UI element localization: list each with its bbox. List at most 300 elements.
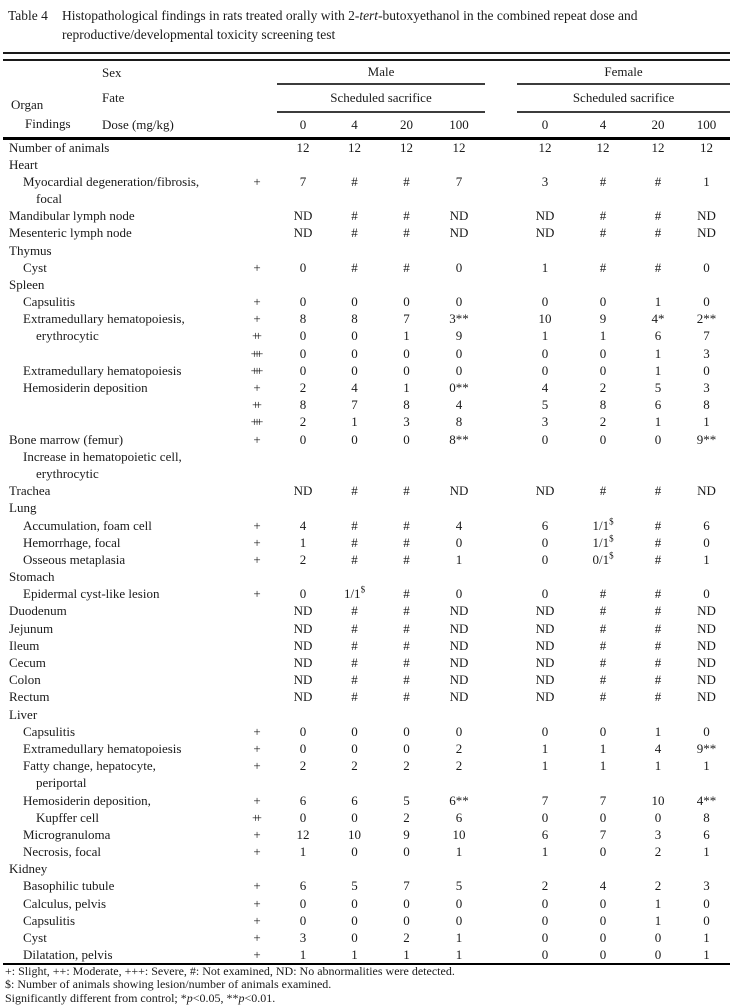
value-cell: # <box>351 173 358 189</box>
value-cell: 7 <box>599 826 607 842</box>
value-cell: 0 <box>599 895 607 911</box>
grade-cell <box>237 706 277 723</box>
value-cell: 1 <box>299 844 307 860</box>
value-cell: # <box>599 208 607 224</box>
value-cell: # <box>403 225 410 241</box>
column-gap <box>485 809 517 826</box>
value-cell: # <box>351 259 358 275</box>
value-cell: 12 <box>596 140 610 155</box>
value-cell: 1 <box>703 414 710 430</box>
value-cell: 0 <box>403 723 410 739</box>
value-cell <box>573 569 633 586</box>
value-cell: 8 <box>599 397 607 413</box>
value-cell <box>683 156 730 173</box>
value-cell: ND <box>697 672 716 688</box>
value-cell: 1 <box>299 534 307 550</box>
value-cell <box>433 276 485 293</box>
finding-label: Basophilic tubule <box>23 878 115 894</box>
finding-label: Heart <box>9 156 38 172</box>
value-cell <box>380 190 433 207</box>
value-cell <box>633 276 683 293</box>
value-cell <box>433 448 485 465</box>
value-cell: 0 <box>403 844 410 860</box>
value-cell <box>517 775 573 792</box>
value-cell <box>433 190 485 207</box>
table-row <box>3 603 730 620</box>
value-cell <box>329 706 380 723</box>
value-cell: 8** <box>449 431 469 447</box>
value-cell: 7 <box>351 397 358 413</box>
value-cell: 2 <box>403 758 410 774</box>
grade-cell: ++ <box>252 328 258 344</box>
grade-cell <box>237 569 277 586</box>
value-cell: 7 <box>299 173 307 189</box>
value-cell: 1 <box>541 328 549 344</box>
value-cell: 0 <box>599 294 607 310</box>
value-cell: 0 <box>351 912 358 928</box>
value-cell: 2 <box>599 380 607 396</box>
value-cell: 0 <box>654 946 662 962</box>
value-cell: 1/1$ <box>592 533 614 550</box>
value-cell: 1 <box>541 740 549 756</box>
value-cell: ND <box>697 483 716 499</box>
value-cell: 6 <box>541 826 549 842</box>
value-cell: 0 <box>403 895 410 911</box>
value-cell <box>573 465 633 482</box>
value-cell: 0 <box>599 912 607 928</box>
value-cell: # <box>403 534 410 550</box>
value-cell: 0 <box>455 259 463 275</box>
value-cell: ND <box>449 672 469 688</box>
column-gap <box>485 517 517 534</box>
table-row <box>3 534 730 551</box>
value-cell: 0 <box>299 586 307 602</box>
value-cell: 8 <box>703 809 710 825</box>
histopathology-table <box>3 52 730 965</box>
value-cell: 8 <box>299 397 307 413</box>
finding-label: Microgranuloma <box>23 826 111 842</box>
value-cell: 0 <box>455 912 463 928</box>
value-cell: 0 <box>703 895 710 911</box>
value-cell: # <box>403 586 410 602</box>
value-cell: 0 <box>299 740 307 756</box>
finding-label: Liver <box>9 706 38 722</box>
column-gap <box>485 775 517 792</box>
value-cell <box>329 156 380 173</box>
value-cell: 0 <box>599 723 607 739</box>
column-gap <box>485 61 517 84</box>
value-cell: 0 <box>541 551 549 567</box>
value-cell: 0 <box>299 259 307 275</box>
female-dose-100: 100 <box>683 112 730 139</box>
value-cell: 2 <box>654 844 662 860</box>
column-gap <box>485 534 517 551</box>
value-cell <box>633 706 683 723</box>
finding-label: Cyst <box>23 259 47 275</box>
value-cell: # <box>351 655 358 671</box>
grade-cell: + <box>253 551 261 567</box>
value-cell: 0 <box>599 431 607 447</box>
grade-cell: + <box>253 311 261 327</box>
value-cell: 0 <box>703 294 710 310</box>
table-row <box>3 947 730 964</box>
value-cell: 12 <box>538 140 552 155</box>
value-cell: 2 <box>299 551 307 567</box>
male-dose-100: 100 <box>433 112 485 139</box>
value-cell <box>433 500 485 517</box>
value-cell: 10 <box>348 826 361 842</box>
value-cell: 5 <box>351 878 358 894</box>
value-cell <box>433 861 485 878</box>
finding-label: Capsulitis <box>23 294 76 310</box>
value-cell: 0 <box>599 362 607 378</box>
table-row <box>3 345 730 362</box>
finding-label: Rectum <box>9 689 50 705</box>
value-cell: 0 <box>299 912 307 928</box>
column-gap <box>485 861 517 878</box>
value-cell: # <box>599 672 607 688</box>
grade-cell: + <box>253 792 261 808</box>
footnote-dollar: $: Number of animals showing lesion/number of animals examined. <box>5 977 332 992</box>
value-cell <box>517 706 573 723</box>
value-cell: ND <box>293 637 313 653</box>
value-cell: 0 <box>299 362 307 378</box>
column-gap <box>485 311 517 328</box>
value-cell: 6 <box>703 826 710 842</box>
value-cell <box>433 242 485 259</box>
value-cell: # <box>351 603 358 619</box>
value-cell: ND <box>697 225 716 241</box>
finding-label: Hemorrhage, focal <box>23 534 121 550</box>
value-cell: 0 <box>654 431 662 447</box>
value-cell: 5 <box>403 792 410 808</box>
column-gap <box>485 637 517 654</box>
value-cell: 3 <box>299 930 307 946</box>
finding-label <box>3 345 237 362</box>
table-row <box>3 861 730 878</box>
value-cell: # <box>403 208 410 224</box>
value-cell: 0 <box>599 809 607 825</box>
table-row <box>3 500 730 517</box>
table-row <box>3 431 730 448</box>
column-gap <box>485 551 517 568</box>
value-cell: # <box>403 689 410 705</box>
finding-label: Jejunum <box>9 620 54 636</box>
table-row <box>3 792 730 809</box>
column-gap <box>485 654 517 671</box>
value-cell: 8 <box>403 397 410 413</box>
table-number: Table 4 <box>8 8 48 23</box>
value-cell: ND <box>535 689 555 705</box>
value-cell: ND <box>449 620 469 636</box>
table-row <box>3 276 730 293</box>
value-cell: 7 <box>703 328 710 344</box>
finding-label: Hemosiderin deposition, <box>23 792 151 808</box>
value-cell: 0 <box>351 362 358 378</box>
column-gap <box>485 569 517 586</box>
value-cell: 0 <box>299 723 307 739</box>
value-cell: 4 <box>455 517 463 533</box>
value-cell: ND <box>697 603 716 619</box>
value-cell: 0 <box>455 895 463 911</box>
value-cell <box>517 500 573 517</box>
value-cell <box>517 448 573 465</box>
value-cell: 1 <box>541 758 549 774</box>
grade-cell: + <box>253 431 261 447</box>
table-row <box>3 173 730 190</box>
table-row <box>3 689 730 706</box>
value-cell: ND <box>535 672 555 688</box>
table-row <box>3 448 730 465</box>
value-cell: # <box>351 534 358 550</box>
grade-cell: + <box>253 740 261 756</box>
grade-cell <box>237 672 277 689</box>
value-cell <box>683 190 730 207</box>
value-cell: 0 <box>403 345 410 361</box>
value-cell <box>573 448 633 465</box>
grade-cell: +++ <box>250 345 259 361</box>
finding-label: Capsulitis <box>23 723 76 739</box>
value-cell: # <box>654 603 662 619</box>
value-cell: ND <box>293 689 313 705</box>
dose-row-label: Dose (mg/kg) <box>102 116 174 132</box>
value-cell <box>683 775 730 792</box>
value-cell: ND <box>697 208 716 224</box>
value-cell: 1 <box>654 912 662 928</box>
value-cell: 5 <box>455 878 463 894</box>
value-cell: ND <box>697 655 716 671</box>
value-cell: 2 <box>455 740 463 756</box>
footnote-grades: +: Slight, ++: Moderate, +++: Severe, #: Not examined, ND: No abnormalities were detected. <box>5 964 455 978</box>
column-gap <box>485 758 517 775</box>
value-cell <box>277 500 329 517</box>
value-cell: # <box>654 225 662 241</box>
finding-label: Duodenum <box>9 603 67 619</box>
male-dose-20: 20 <box>380 112 433 139</box>
column-gap <box>485 912 517 929</box>
value-cell: # <box>403 551 410 567</box>
value-cell: 1 <box>703 758 710 774</box>
value-cell: 2 <box>541 878 549 894</box>
value-cell: ND <box>535 603 555 619</box>
value-cell: 0 <box>455 345 463 361</box>
grade-cell: +++ <box>250 362 259 378</box>
value-cell: 1 <box>703 946 710 962</box>
value-cell: 4** <box>696 792 717 808</box>
value-cell: 0 <box>455 586 463 602</box>
value-cell: # <box>654 259 662 275</box>
value-cell: 1 <box>654 414 662 430</box>
value-cell: ND <box>535 637 555 653</box>
column-gap <box>485 929 517 946</box>
value-cell: # <box>351 620 358 636</box>
value-cell: 0 <box>654 809 662 825</box>
value-cell <box>277 775 329 792</box>
grade-cell: + <box>253 930 261 946</box>
value-cell: ND <box>293 620 313 636</box>
value-cell: 1 <box>654 345 662 361</box>
value-cell: 4* <box>651 311 665 327</box>
grade-cell: + <box>253 826 261 842</box>
finding-label: Spleen <box>9 276 45 292</box>
grade-cell <box>237 620 277 637</box>
value-cell: 2 <box>599 414 607 430</box>
value-cell: ND <box>449 483 469 499</box>
table-header <box>3 61 730 139</box>
value-cell: # <box>599 655 607 671</box>
finding-label: erythrocytic <box>36 465 99 481</box>
footnote-significance: Significantly different from control; *p<0.05, **p<0.01. <box>5 990 276 1005</box>
value-cell: # <box>351 637 358 653</box>
data-table <box>3 61 730 965</box>
table-row <box>3 723 730 740</box>
finding-label: Increase in hematopoietic cell, <box>23 448 182 464</box>
column-gap <box>485 208 517 225</box>
column-gap <box>485 465 517 482</box>
footnotes <box>5 965 725 1005</box>
finding-label: Cecum <box>9 655 46 671</box>
value-cell: 2 <box>654 878 662 894</box>
table-caption: Histopathological findings in rats treated orally with 2-tert-butoxyethanol in the combined repeat dose and reproductive/developmental toxicity screening test <box>62 8 638 42</box>
value-cell: 1 <box>541 844 549 860</box>
value-cell: 0 <box>351 328 358 344</box>
grade-cell <box>237 500 277 517</box>
value-cell: 0 <box>541 912 549 928</box>
value-cell: 9** <box>696 431 717 447</box>
value-cell: # <box>654 208 662 224</box>
grade-cell <box>237 654 277 671</box>
value-cell: 1 <box>541 259 549 275</box>
value-cell <box>633 861 683 878</box>
value-cell: 2** <box>696 311 717 327</box>
grade-cell: +++ <box>250 414 259 430</box>
value-cell <box>573 156 633 173</box>
grade-cell: + <box>253 173 261 189</box>
value-cell <box>517 156 573 173</box>
value-cell <box>329 190 380 207</box>
table-row <box>3 465 730 482</box>
value-cell: 1 <box>455 930 463 946</box>
value-cell: ND <box>535 225 555 241</box>
value-cell <box>573 861 633 878</box>
grade-cell <box>237 465 277 482</box>
value-cell: # <box>351 208 358 224</box>
table-row <box>3 758 730 775</box>
value-cell <box>633 775 683 792</box>
value-cell <box>329 775 380 792</box>
grade-cell <box>237 861 277 878</box>
value-cell: # <box>599 259 607 275</box>
value-cell: 1 <box>455 551 463 567</box>
male-dose-0: 0 <box>277 112 329 139</box>
value-cell: 0 <box>299 809 307 825</box>
value-cell <box>517 190 573 207</box>
value-cell: 6 <box>351 792 358 808</box>
value-cell <box>633 242 683 259</box>
column-gap <box>485 723 517 740</box>
value-cell: # <box>654 173 662 189</box>
grade-cell: + <box>253 586 261 602</box>
finding-label: Accumulation, foam cell <box>23 517 152 533</box>
value-cell: 0 <box>403 740 410 756</box>
value-cell: 0 <box>654 930 662 946</box>
grade-cell <box>237 448 277 465</box>
value-cell: 0 <box>299 895 307 911</box>
finding-label: Calculus, pelvis <box>23 895 107 911</box>
value-cell <box>433 775 485 792</box>
value-cell: # <box>351 672 358 688</box>
value-cell: 1 <box>703 551 710 567</box>
table-row <box>3 826 730 843</box>
female-group-header: Female <box>517 61 730 84</box>
grade-cell: + <box>253 758 261 774</box>
value-cell: 0 <box>541 345 549 361</box>
column-gap <box>485 431 517 448</box>
value-cell: 0 <box>541 930 549 946</box>
sex-row-label: Sex <box>102 64 122 80</box>
value-cell: # <box>403 483 410 499</box>
table-row <box>3 190 730 207</box>
value-cell: 3 <box>541 173 549 189</box>
value-cell: 6 <box>703 517 710 533</box>
value-cell <box>683 276 730 293</box>
finding-label: Extramedullary hematopoiesis <box>23 362 182 378</box>
value-cell <box>380 861 433 878</box>
value-cell: 3 <box>703 878 710 894</box>
table-row <box>3 551 730 568</box>
value-cell <box>517 276 573 293</box>
value-cell: # <box>351 517 358 533</box>
column-gap <box>485 947 517 964</box>
value-cell: # <box>654 655 662 671</box>
finding-label: Kupffer cell <box>36 809 99 825</box>
value-cell <box>573 190 633 207</box>
value-cell: ND <box>535 655 555 671</box>
value-cell: 1 <box>654 723 662 739</box>
table-row <box>3 620 730 637</box>
grade-cell <box>237 689 277 706</box>
column-gap <box>485 225 517 242</box>
grade-cell <box>237 603 277 620</box>
grade-cell <box>237 242 277 259</box>
column-gap <box>485 294 517 311</box>
value-cell <box>433 569 485 586</box>
table-row <box>3 225 730 242</box>
table-row <box>3 912 730 929</box>
value-cell: ND <box>535 620 555 636</box>
value-cell <box>573 242 633 259</box>
value-cell: 1 <box>703 930 710 946</box>
value-cell: 0 <box>599 946 607 962</box>
value-cell: 3 <box>703 380 710 396</box>
value-cell: 1 <box>599 740 607 756</box>
grade-cell: + <box>253 517 261 533</box>
value-cell: 9 <box>599 311 607 327</box>
value-cell: # <box>654 586 662 602</box>
value-cell <box>277 706 329 723</box>
value-cell: 5 <box>654 380 662 396</box>
value-cell: ND <box>293 603 313 619</box>
grade-cell: + <box>253 294 261 310</box>
finding-label: Mandibular lymph node <box>9 208 135 224</box>
table-row <box>3 362 730 379</box>
value-cell <box>517 465 573 482</box>
table-row <box>3 775 730 792</box>
value-cell: ND <box>697 637 716 653</box>
value-cell: # <box>654 620 662 636</box>
value-cell: 7 <box>403 311 410 327</box>
value-cell: # <box>599 689 607 705</box>
